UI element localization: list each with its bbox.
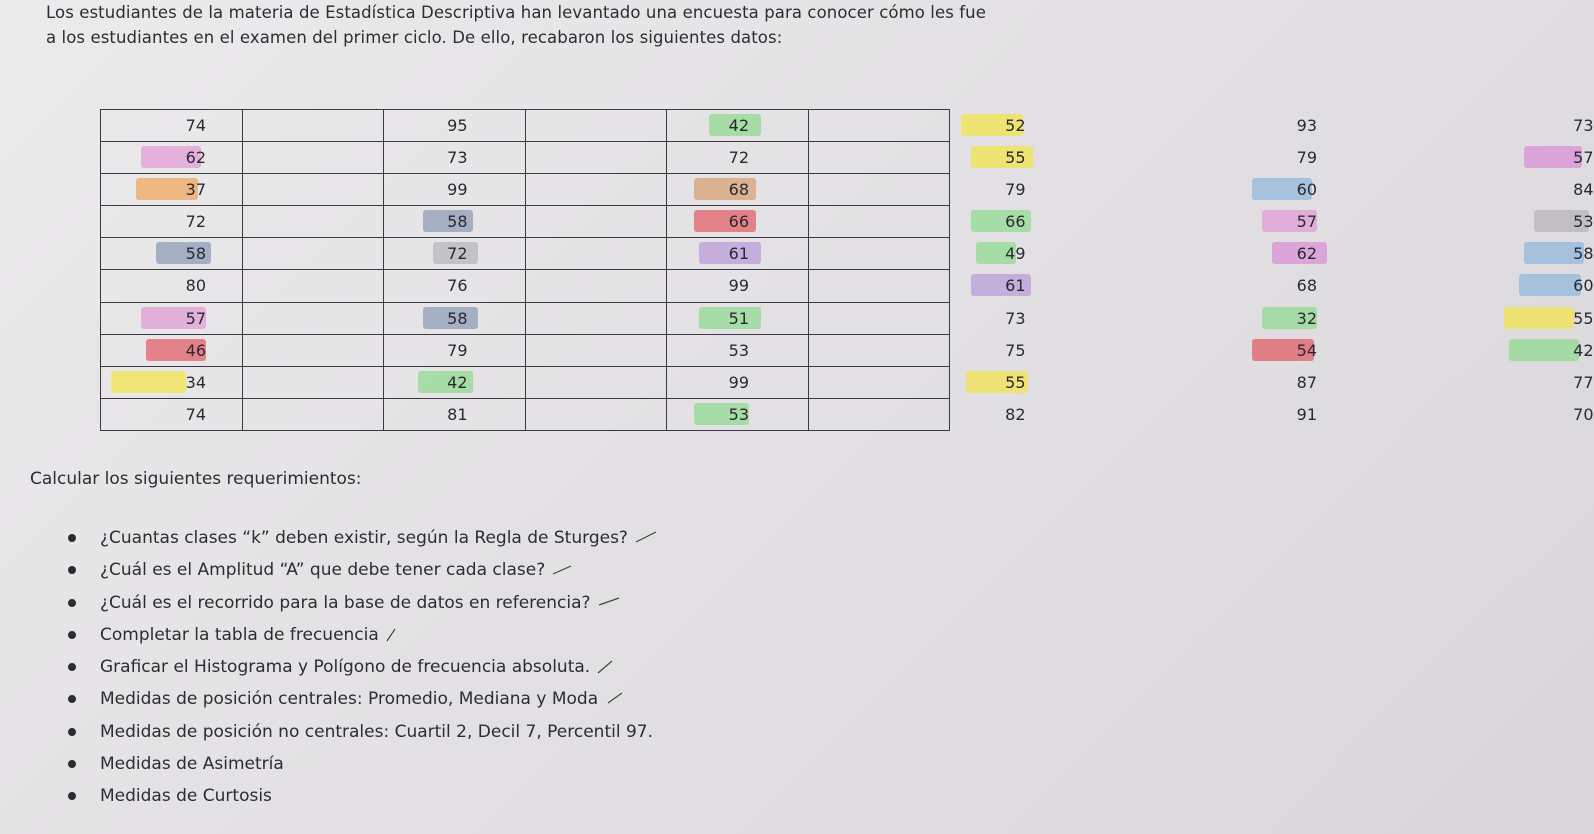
bullet-icon [68, 728, 76, 736]
cell-value: 55 [1573, 308, 1594, 328]
list-item [60, 554, 658, 586]
requirement-text: Graficar el Histograma y Polígono de frecuencia absoluta. [100, 657, 591, 678]
table-cell [101, 366, 243, 398]
table-row [101, 110, 950, 142]
cell-value: 99 [728, 276, 749, 296]
requirement-text: ¿Cuál es el Amplitud “A” que debe tener cada clase? [100, 560, 546, 581]
table-cell [101, 238, 243, 270]
data-table [100, 109, 1594, 431]
cell-value: 34 [185, 372, 206, 392]
cell-value: 76 [447, 276, 468, 296]
cell-value: 73 [447, 148, 468, 168]
cell-value: 99 [728, 372, 749, 392]
cell-value: 57 [185, 308, 206, 328]
cell-value: 46 [185, 340, 206, 360]
table-row [101, 334, 950, 366]
bullet-icon [68, 631, 76, 639]
bullet-icon [68, 663, 76, 671]
cell-value: 77 [1573, 372, 1594, 392]
cell-value: 74 [185, 116, 206, 135]
table-cell [101, 110, 243, 142]
table-row [101, 270, 950, 302]
table-cell [242, 334, 468, 366]
list-item [60, 522, 658, 554]
cell-value: 58 [1573, 244, 1594, 264]
cell-value: 58 [447, 212, 468, 232]
checkmark-icon [385, 627, 409, 643]
bullet-icon [68, 566, 76, 574]
cell-value: 82 [1005, 404, 1026, 424]
table-cell [101, 398, 243, 430]
intro-paragraph: Los estudiantes de la materia de Estadística Descriptiva han levantado una encuesta para conocer cómo les fue a los estudiantes en el examen del primer ciclo. De ello, recabaron los siguientes datos: [46, 3, 986, 47]
cell-value: 95 [447, 116, 468, 135]
requirement-text: ¿Cuantas clases “k” deben existir, según la Regla de Sturges? [100, 528, 628, 548]
checkmark-icon [604, 691, 628, 707]
table-cell [242, 398, 468, 430]
highlighter-mark [1504, 307, 1574, 329]
cell-value: 53 [728, 340, 749, 360]
table-row [101, 206, 950, 238]
cell-value: 72 [185, 212, 206, 232]
bullet-icon [68, 534, 76, 542]
cell-value: 32 [1296, 308, 1317, 328]
table-row [101, 366, 950, 398]
highlighter-mark [1519, 274, 1581, 296]
checkmark-icon [596, 659, 620, 675]
cell-value: 55 [1005, 148, 1026, 168]
cell-value: 99 [447, 180, 468, 200]
bullet-icon [68, 695, 76, 703]
cell-value: 62 [1296, 244, 1317, 264]
cell-value: 42 [447, 372, 468, 392]
cell-value: 52 [1005, 116, 1026, 135]
requirement-text: Medidas de Asimetría [100, 754, 284, 775]
requirement-text: Medidas de posición no centrales: Cuartil 2, Decil 7, Percentil 97. [100, 721, 653, 742]
list-item [60, 748, 658, 780]
cell-value: 53 [1573, 212, 1594, 232]
cell-value: 60 [1296, 180, 1317, 200]
requirement-text: ¿Cuál es el recorrido para la base de datos en referencia? [100, 592, 591, 613]
cell-value: 58 [447, 308, 468, 328]
cell-value: 73 [1573, 116, 1594, 135]
requirement-text: Completar la tabla de frecuencia [100, 624, 379, 645]
cell-value: 62 [185, 148, 206, 168]
table-row [101, 302, 950, 334]
bullet-icon [68, 760, 76, 768]
cell-value: 68 [1296, 276, 1317, 296]
cell-value: 91 [1296, 404, 1317, 424]
cell-value: 57 [1296, 212, 1317, 232]
list-item [60, 780, 658, 812]
table-cell [101, 334, 243, 366]
cell-value: 84 [1573, 180, 1594, 200]
cell-value: 57 [1573, 148, 1594, 168]
cell-value: 72 [447, 244, 468, 264]
table-row [101, 174, 950, 206]
requirement-text: Medidas de Curtosis [100, 786, 272, 807]
table-cell [242, 174, 468, 206]
table-row [101, 238, 950, 270]
bullet-icon [68, 792, 76, 800]
table-cell [101, 206, 243, 238]
requirement-text: Medidas de posición centrales: Promedio, Mediana y Moda [100, 689, 599, 710]
list-item [60, 716, 658, 748]
cell-value: 49 [1005, 244, 1026, 264]
cell-value: 66 [728, 212, 749, 232]
cell-value: 61 [1005, 276, 1026, 296]
cell-value: 51 [728, 308, 749, 328]
highlighter-mark [1509, 339, 1579, 361]
cell-value: 79 [1005, 180, 1026, 200]
checkmark-icon [634, 530, 658, 546]
list-item [60, 683, 658, 715]
cell-value: 58 [185, 244, 206, 264]
cell-value: 81 [447, 404, 468, 424]
checkmark-icon [551, 562, 575, 578]
table-cell [101, 174, 243, 206]
list-item [60, 619, 658, 651]
table-cell [242, 206, 468, 238]
cell-value: 55 [1005, 372, 1026, 392]
table-row [101, 142, 950, 174]
cell-value: 60 [1573, 276, 1594, 296]
list-item [60, 651, 658, 683]
checkmark-icon [597, 595, 621, 611]
cell-value: 66 [1005, 212, 1026, 232]
cell-value: 74 [185, 404, 206, 424]
cell-value: 70 [1573, 404, 1594, 424]
cell-value: 87 [1296, 372, 1317, 392]
cell-value: 80 [185, 276, 206, 296]
cell-value: 79 [447, 340, 468, 360]
table-cell [242, 142, 468, 174]
cell-value: 37 [185, 180, 206, 200]
highlighter-mark [111, 371, 186, 393]
list-item [60, 587, 658, 619]
cell-value: 42 [1573, 340, 1594, 360]
table-row [101, 398, 950, 430]
table-cell [242, 270, 468, 302]
cell-value: 53 [728, 404, 749, 424]
table-cell [101, 302, 243, 334]
table-cell [242, 302, 468, 334]
requirements-title: Calcular los siguientes requerimientos: [30, 469, 362, 489]
cell-value: 73 [1005, 308, 1026, 328]
table-cell [242, 366, 468, 398]
cell-value: 68 [728, 180, 749, 200]
cell-value: 54 [1296, 340, 1317, 360]
cell-value: 61 [728, 244, 749, 264]
table-cell [242, 238, 468, 270]
table-cell [101, 142, 243, 174]
bullet-icon [68, 599, 76, 607]
table-cell [101, 270, 243, 302]
cell-value: 42 [728, 116, 749, 135]
requirements-list [60, 522, 658, 813]
cell-value: 79 [1296, 148, 1317, 168]
table-cell [525, 206, 1026, 238]
cell-value: 93 [1296, 116, 1317, 135]
cell-value: 75 [1005, 340, 1026, 360]
table-cell [242, 110, 468, 142]
cell-value: 72 [728, 148, 749, 168]
